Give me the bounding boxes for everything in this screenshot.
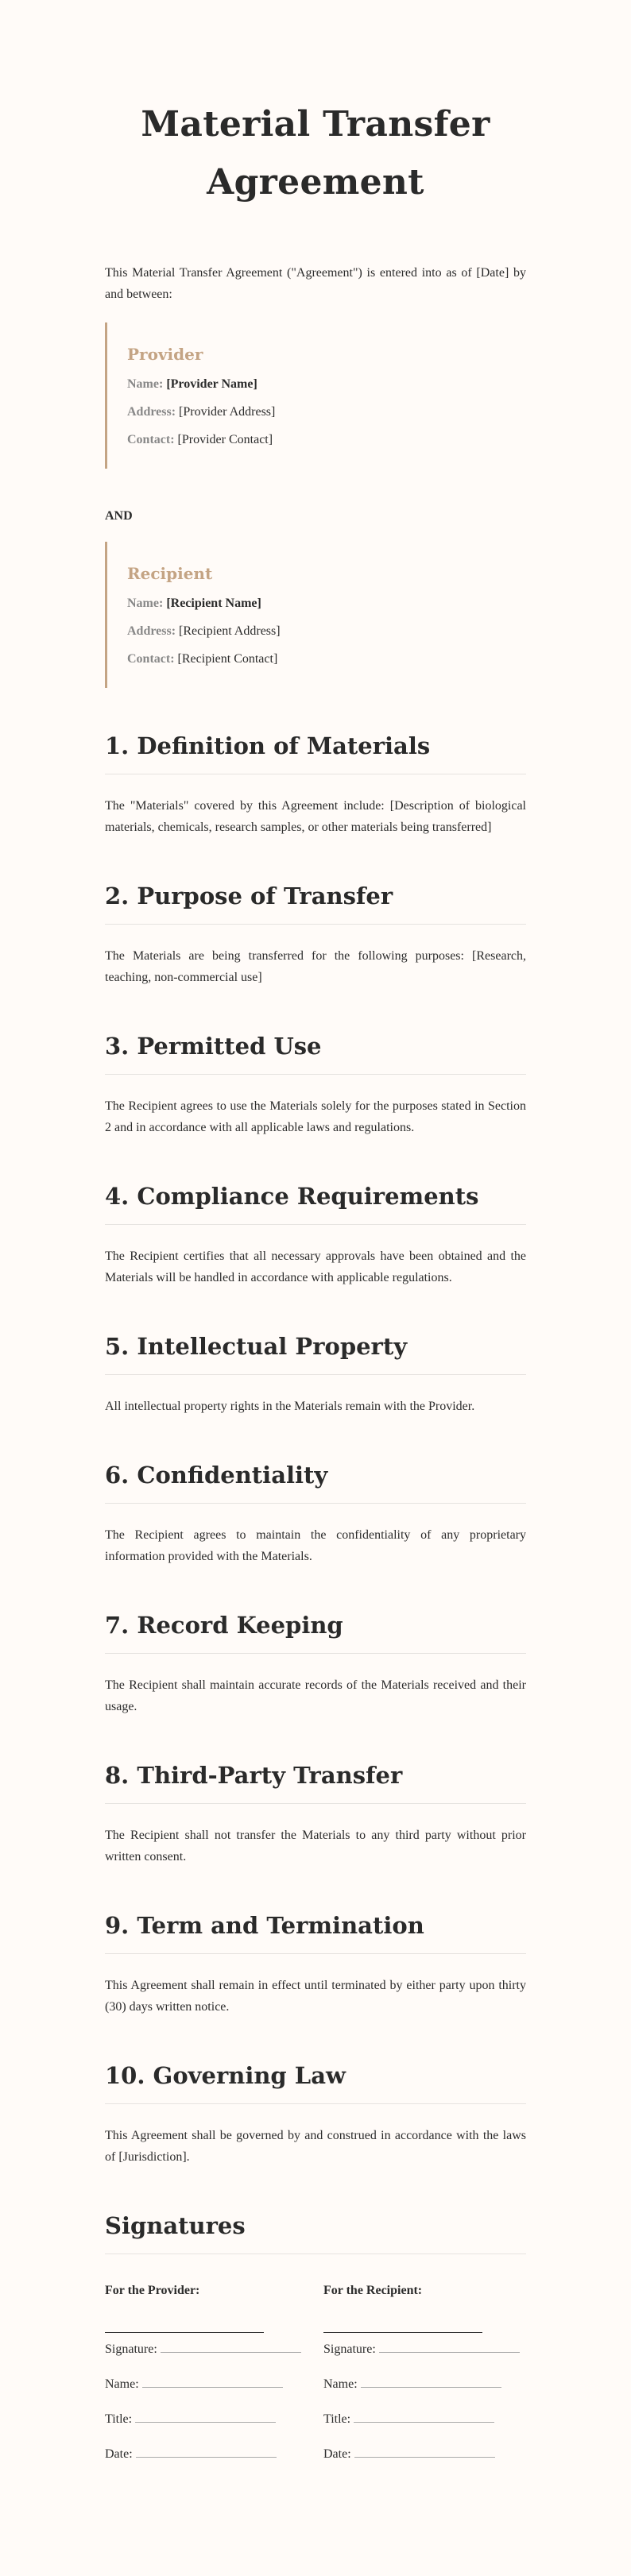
provider-date-field[interactable]: [105, 2446, 308, 2462]
signature-blank[interactable]: [161, 2341, 301, 2353]
recipient-date-field[interactable]: [323, 2446, 526, 2462]
and-separator: AND: [105, 509, 133, 523]
document-title: Material Transfer Agreement: [141, 104, 490, 203]
section-compliance-requirements: [105, 1178, 526, 1288]
name-label: Name:: [105, 2377, 139, 2391]
recipient-name-label: Name:: [127, 597, 164, 610]
section-permitted-use: [105, 1028, 526, 1138]
section-text: The Recipient certifies that all necessary approvals have been obtained and the Materials will be handled in accordance with applicable regulations.: [105, 1249, 526, 1284]
section-text: The Recipient shall not transfer the Materials to any third party without prior written consent.: [105, 1829, 526, 1863]
provider-title: Provider: [127, 345, 203, 364]
recipient-signature-title: For the Recipient:: [323, 2284, 423, 2297]
section-heading: 6. Confidentiality: [105, 1457, 526, 1504]
provider-name-row: [127, 377, 526, 392]
section-heading: 10. Governing Law: [105, 2057, 526, 2104]
section-heading: 5. Intellectual Property: [105, 1328, 526, 1375]
recipient-block: [105, 542, 526, 688]
section-text: All intellectual property rights in the Materials remain with the Provider.: [105, 1400, 475, 1413]
name-blank[interactable]: [361, 2376, 501, 2388]
provider-signature-title: For the Provider:: [105, 2284, 200, 2297]
provider-address-row: [127, 404, 526, 420]
intro-paragraph: This Material Transfer Agreement ("Agreement") is entered into as of [Date] by and between:: [105, 266, 526, 301]
section-heading: 4. Compliance Requirements: [105, 1178, 526, 1225]
recipient-address-row: [127, 624, 526, 639]
date-label: Date:: [323, 2447, 351, 2461]
title-label: Title:: [105, 2412, 133, 2426]
section-purpose-of-transfer: [105, 878, 526, 988]
provider-contact-value: [Provider Contact]: [177, 433, 273, 446]
signatures-section: [105, 2207, 526, 2481]
agreement-document: [105, 0, 526, 2576]
date-blank[interactable]: [136, 2446, 277, 2458]
provider-name-field[interactable]: [105, 2376, 308, 2393]
recipient-name-row: [127, 596, 526, 612]
provider-address-label: Address:: [127, 405, 176, 419]
signature-label: Signature:: [323, 2342, 376, 2356]
section-heading: 2. Purpose of Transfer: [105, 878, 526, 925]
recipient-signature-field[interactable]: [323, 2341, 526, 2358]
recipient-name-value: [Recipient Name]: [166, 597, 261, 610]
section-term-and-termination: [105, 1907, 526, 2018]
signature-blank[interactable]: [379, 2341, 520, 2353]
date-blank[interactable]: [354, 2446, 495, 2458]
recipient-title-field[interactable]: [323, 2411, 526, 2427]
provider-signature-field[interactable]: [105, 2341, 308, 2358]
provider-contact-label: Contact:: [127, 433, 175, 446]
provider-signature-line[interactable]: [105, 2332, 264, 2333]
title-blank[interactable]: [135, 2411, 276, 2423]
section-text: The Recipient agrees to maintain the confidentiality of any proprietary information provided with the Materials.: [105, 1528, 526, 1563]
section-text: The "Materials" covered by this Agreement include: [Description of biological materials, chemicals, research samples, or other materials being transferred]: [105, 799, 526, 834]
name-label: Name:: [323, 2377, 358, 2391]
signature-label: Signature:: [105, 2342, 157, 2356]
section-text: This Agreement shall remain in effect until terminated by either party upon thirty (30) days written notice.: [105, 1979, 526, 2014]
section-heading: 3. Permitted Use: [105, 1028, 526, 1075]
section-text: The Recipient agrees to use the Materials solely for the purposes stated in Section 2 and in accordance with all applicable laws and regulations.: [105, 1099, 526, 1134]
provider-block: [105, 322, 526, 469]
recipient-signature-column: [323, 2283, 526, 2481]
recipient-contact-label: Contact:: [127, 652, 175, 666]
section-heading: 9. Term and Termination: [105, 1907, 526, 1954]
recipient-name-field[interactable]: [323, 2376, 526, 2393]
recipient-signature-line[interactable]: [323, 2332, 482, 2333]
signature-columns: [105, 2283, 526, 2481]
name-blank[interactable]: [142, 2376, 283, 2388]
date-label: Date:: [105, 2447, 133, 2461]
recipient-address-value: [Recipient Address]: [179, 624, 281, 638]
section-heading: 7. Record Keeping: [105, 1607, 526, 1654]
section-third-party-transfer: [105, 1757, 526, 1867]
section-text: This Agreement shall be governed by and construed in accordance with the laws of [Jurisdiction].: [105, 2129, 526, 2164]
section-record-keeping: [105, 1607, 526, 1717]
section-heading: 1. Definition of Materials: [105, 728, 526, 774]
section-text: The Recipient shall maintain accurate records of the Materials received and their usage.: [105, 1678, 526, 1713]
provider-contact-row: [127, 432, 526, 448]
section-definition-of-materials: [105, 728, 526, 838]
recipient-title: Recipient: [127, 564, 213, 583]
section-intellectual-property: [105, 1328, 526, 1417]
recipient-address-label: Address:: [127, 624, 176, 638]
section-text: The Materials are being transferred for the following purposes: [Research, teaching, non-commercial use]: [105, 949, 526, 984]
recipient-contact-row: [127, 651, 526, 667]
provider-address-value: [Provider Address]: [179, 405, 276, 419]
provider-title-field[interactable]: [105, 2411, 308, 2427]
section-heading: 8. Third-Party Transfer: [105, 1757, 526, 1804]
title-label: Title:: [323, 2412, 351, 2426]
signatures-heading: Signatures: [105, 2207, 526, 2254]
provider-signature-column: [105, 2283, 308, 2481]
title-blank[interactable]: [354, 2411, 494, 2423]
section-governing-law: [105, 2057, 526, 2168]
recipient-contact-value: [Recipient Contact]: [177, 652, 278, 666]
section-confidentiality: [105, 1457, 526, 1567]
provider-name-label: Name:: [127, 377, 164, 391]
provider-name-value: [Provider Name]: [166, 377, 257, 391]
